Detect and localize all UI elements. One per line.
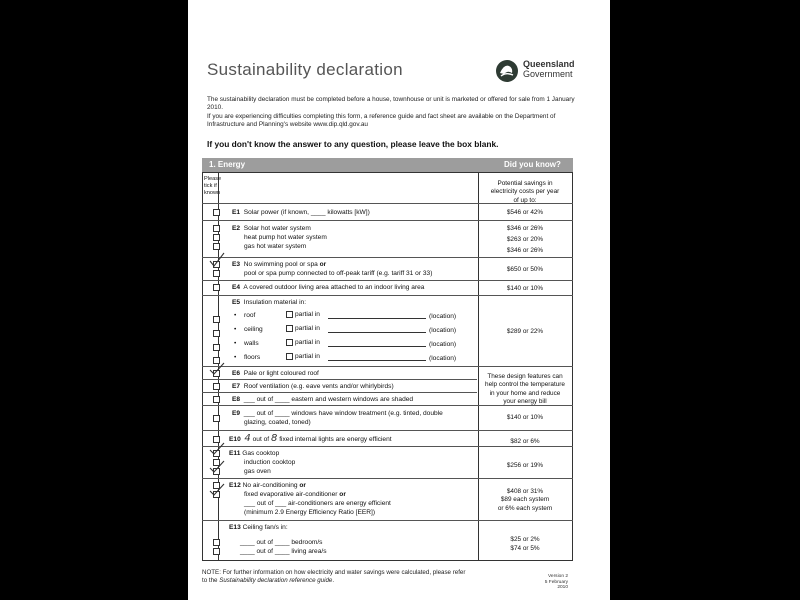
e5-ceiling-label: ceiling [244, 326, 263, 333]
e6-row: E6 Pale or light coloured roof [232, 370, 319, 377]
section-title: 1. Energy [209, 160, 246, 169]
e5-ceiling-partial-label: partial in [295, 325, 320, 332]
e10-handwritten-total: 8 [270, 433, 278, 444]
page-title: Sustainability declaration [207, 60, 403, 79]
e5-ceiling-checkbox[interactable] [213, 330, 220, 337]
e5-saving: $289 or 22% [506, 328, 544, 335]
row-divider [202, 478, 573, 479]
e5-row: E5 Insulation material in: [232, 299, 307, 306]
e9-checkbox[interactable] [213, 415, 220, 422]
e5-walls-location-label: (location) [429, 341, 457, 348]
e13-bedrooms-checkbox[interactable] [213, 539, 220, 546]
row-divider [202, 392, 477, 393]
e9-row: E9 ___ out of ____ windows have window treatment (e.g. tinted, double [232, 410, 443, 417]
e2-heat-pump-checkbox[interactable] [213, 234, 220, 241]
e5-floors-partial-checkbox[interactable] [286, 353, 293, 360]
e2-solar-checkbox[interactable] [213, 225, 220, 232]
intro-paragraph-1: The sustainability declaration must be completed before a house, townhouse or unit is marketed or offered for sale from 1 January 2010. [207, 96, 575, 111]
e3-saving: $650 or 50% [506, 266, 544, 273]
e5-floors-location-label: (location) [429, 355, 457, 362]
e2-saving-2: $263 or 20% [506, 236, 544, 243]
row-divider [202, 430, 573, 431]
e1-saving: $546 or 42% [506, 209, 544, 216]
handwritten-tick-icon [208, 460, 226, 474]
e2-saving-3: $346 or 26% [506, 247, 544, 254]
e5-ceiling-bullet: • [234, 326, 237, 333]
e5-ceiling-location-label: (location) [429, 327, 457, 334]
e3-pool-pump-checkbox[interactable] [213, 270, 220, 277]
logo-text-line1: Queensland [523, 59, 575, 69]
e10-row: E10 4 out of 8 fixed internal lights are energy efficient [229, 433, 392, 444]
queensland-government-logo [495, 57, 583, 89]
e5-floors-label: floors [244, 354, 261, 361]
e10-saving: $82 or 6% [510, 438, 540, 445]
handwritten-tick-icon [208, 442, 226, 456]
e2-line-3: gas hot water system [244, 243, 307, 250]
e3-line-2: pool or spa pump connected to off-peak tariff (e.g. tariff 31 or 33) [244, 270, 433, 277]
row-divider [202, 520, 573, 521]
e5-roof-partial-label: partial in [295, 311, 320, 318]
intro-paragraph-2: If you are experiencing difficulties completing this form, a reference guide and fact sheet are available on the Department of Infrastructure and Planning's website www.dip.qld.gov.au [207, 113, 556, 128]
e3-row: E3 No swimming pool or spa or [232, 261, 327, 268]
e5-walls-label: walls [244, 340, 259, 347]
e10-handwritten-count: 4 [244, 433, 251, 444]
e5-roof-checkbox[interactable] [213, 316, 220, 323]
e12-line-4: (minimum 2.9 Energy Efficiency Ratio [EER]) [244, 509, 376, 516]
row-divider [202, 379, 477, 380]
logo-text-line2: Government [523, 69, 573, 79]
e5-walls-bullet: • [234, 340, 237, 347]
e4-saving: $140 or 10% [506, 285, 544, 292]
e8-row: E8 ___ out of ____ eastern and western windows are shaded [232, 396, 414, 403]
e5-ceiling-partial-checkbox[interactable] [286, 325, 293, 332]
handwritten-tick-icon [208, 252, 226, 268]
e13-row: E13 Ceiling fan/s in: [229, 524, 288, 531]
e5-roof-partial-checkbox[interactable] [286, 311, 293, 318]
e11-saving: $256 or 19% [506, 462, 544, 469]
e5-walls-partial-checkbox[interactable] [286, 339, 293, 346]
e7-checkbox[interactable] [213, 383, 220, 390]
e5-roof-location-line[interactable] [328, 318, 426, 319]
e12-savings: $408 or 31% $89 each system or 6% each system [497, 488, 553, 512]
e11-row: E11 Gas cooktop [229, 450, 280, 457]
e2-gas-checkbox[interactable] [213, 243, 220, 250]
e4-checkbox[interactable] [213, 284, 220, 291]
row-divider [202, 220, 573, 221]
e11-line-3: gas oven [244, 468, 271, 475]
e7-row: E7 Roof ventilation (e.g. eave vents and/or whirlybirds) [232, 383, 394, 390]
e13-line-2: ____ out of ____ living area/s [240, 548, 327, 555]
e11-line-2: induction cooktop [244, 459, 296, 466]
e5-walls-location-line[interactable] [328, 346, 426, 347]
row-divider [202, 366, 573, 367]
e5-ceiling-location-line[interactable] [328, 332, 426, 333]
instruction-text: If you don't know the answer to any question, please leave the box blank. [207, 139, 499, 149]
document-page [188, 0, 610, 600]
e5-roof-bullet: • [234, 312, 237, 319]
e5-roof-location-label: (location) [429, 313, 457, 320]
did-you-know-label: Did you know? [504, 160, 561, 169]
footnote: NOTE: For further information on how electricity and water savings were calculated, please refer to the Sustainability declaration reference guide. [202, 569, 466, 584]
e13-saving-2: $74 or 5% [510, 545, 540, 552]
e5-walls-partial-label: partial in [295, 339, 320, 346]
e2-saving-1: $346 or 26% [506, 225, 544, 232]
e13-line-1: ____ out of ____ bedroom/s [240, 539, 323, 546]
handwritten-tick-icon [208, 362, 226, 376]
e9-saving: $140 or 10% [506, 414, 544, 421]
e5-floors-bullet: • [234, 354, 237, 361]
row-divider [202, 257, 573, 258]
savings-column-header: Potential savings in electricity costs per year of up to: [490, 180, 560, 204]
e2-row: E2 Solar hot water system [232, 225, 311, 232]
e12-line-3: ___ out of ___ air-conditioners are energy efficient [244, 500, 391, 507]
e1-checkbox[interactable] [213, 209, 220, 216]
e2-line-2: heat pump hot water system [244, 234, 327, 241]
e1-row: E1 Solar power (if known, ____ kilowatts [kW]) [232, 209, 370, 216]
e5-floors-partial-label: partial in [295, 353, 320, 360]
e12-row: E12 No air-conditioning or [229, 482, 306, 489]
e8-checkbox[interactable] [213, 396, 220, 403]
e9-line-2: glazing, coated, toned) [244, 419, 311, 426]
handwritten-tick-icon [208, 483, 226, 497]
e13-saving-1: $25 or 2% [510, 536, 540, 543]
e12-line-2: fixed evaporative air-conditioner or [244, 491, 346, 498]
row-divider [202, 295, 573, 296]
e4-row: E4 A covered outdoor living area attached to an indoor living area [232, 284, 425, 291]
e5-roof-label: roof [244, 312, 256, 319]
e5-walls-checkbox[interactable] [213, 344, 220, 351]
e5-floors-location-line[interactable] [328, 360, 426, 361]
logo-emblem-icon [495, 59, 519, 83]
version-info: Version 2 5 February 2010 [544, 574, 568, 591]
tick-column-header: Please tick if known [204, 176, 222, 196]
e13-living-areas-checkbox[interactable] [213, 548, 220, 555]
row-divider [202, 280, 573, 281]
design-features-note: These design features can help control the temperature in your home and reduce your energy bill [485, 373, 565, 405]
section-header [202, 158, 573, 172]
